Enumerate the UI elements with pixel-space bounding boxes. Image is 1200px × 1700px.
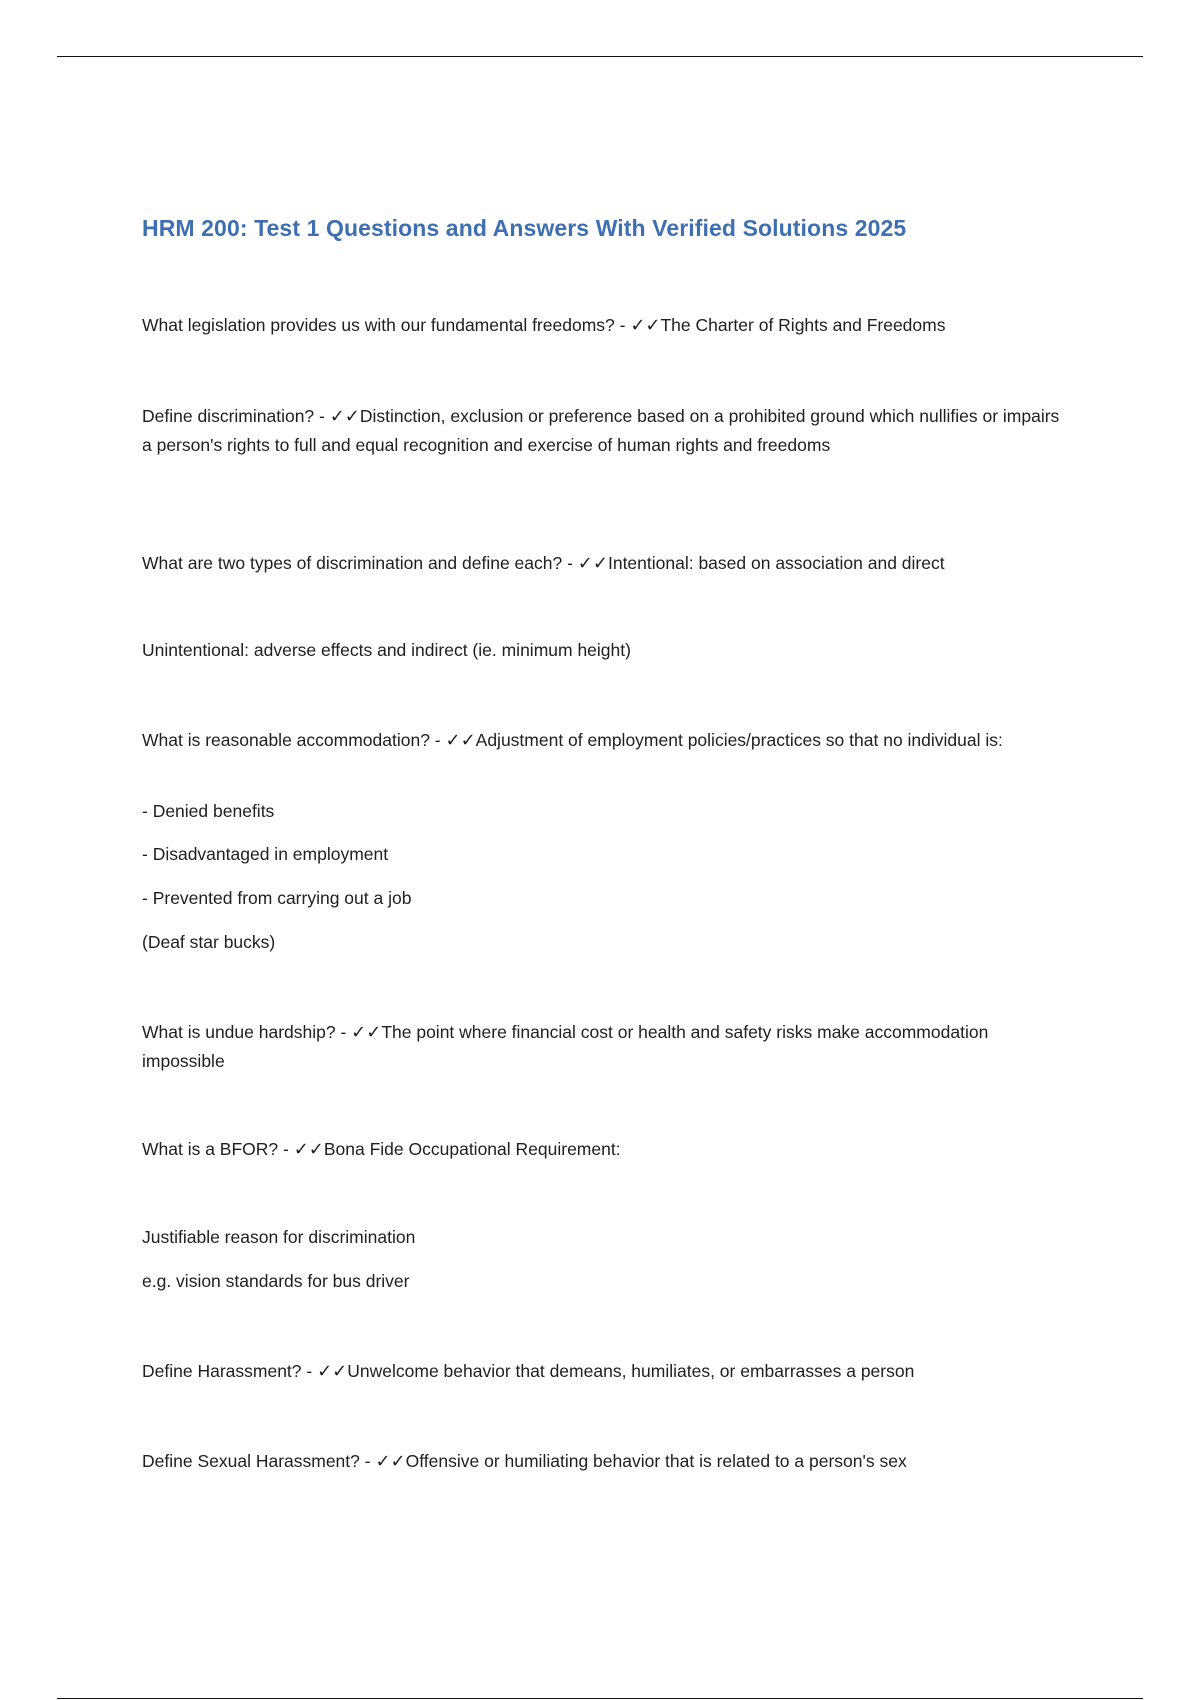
text-line: Unintentional: adverse effects and indirect (ie. minimum height) [142, 640, 631, 660]
question-text: Define Harassment? - [142, 1361, 318, 1381]
check-mark-icon: ✓✓ [630, 315, 661, 336]
answer-text: Offensive or humiliating behavior that is related to a person's sex [405, 1451, 907, 1471]
question-text: What is reasonable accommodation? - [142, 730, 446, 750]
text-line: Justifiable reason for discrimination [142, 1227, 416, 1247]
qa-item-undue-hardship [142, 1018, 1072, 1075]
footer-rule [57, 1698, 1143, 1699]
answer-text: Distinction, exclusion or preference based on a prohibited ground which nullifies or impairs a person's rights to full and equal recognition and exercise of human rights and freedoms [142, 406, 1060, 455]
answer-text: Intentional: based on association and direct [607, 553, 945, 573]
check-mark-icon: ✓✓ [293, 1139, 324, 1160]
check-mark-icon: ✓✓ [351, 1022, 382, 1043]
bullet-line: - Prevented from carrying out a job [142, 888, 412, 908]
text-line: (Deaf star bucks) [142, 932, 276, 952]
check-mark-icon: ✓✓ [317, 1361, 348, 1382]
qa-item-bfor [142, 1135, 1072, 1164]
question-text: What is a BFOR? - [142, 1139, 294, 1159]
check-mark-icon: ✓✓ [577, 553, 608, 574]
question-text: Define discrimination? - [142, 406, 330, 426]
answer-text: Bona Fide Occupational Requirement: [323, 1139, 621, 1159]
qa-item-sexual-harassment [142, 1447, 1072, 1476]
check-mark-icon: ✓✓ [329, 406, 360, 427]
qa-item-harassment [142, 1357, 1072, 1386]
answer-text: The Charter of Rights and Freedoms [660, 315, 946, 335]
qa-item-legislation [142, 311, 1072, 340]
question-text: What is undue hardship? - [142, 1022, 352, 1042]
answer-text: The point where financial cost or health and safety risks make accommodation impossible [142, 1022, 989, 1071]
text-line: e.g. vision standards for bus driver [142, 1271, 410, 1291]
question-text: What are two types of discrimination and define each? - [142, 553, 578, 573]
answer-text: Adjustment of employment policies/practices so that no individual is: [475, 730, 1003, 750]
question-text: Define Sexual Harassment? - [142, 1451, 376, 1471]
qa-item-discrimination [142, 402, 1072, 459]
answer-text: Unwelcome behavior that demeans, humiliates, or embarrasses a person [347, 1361, 915, 1381]
check-mark-icon: ✓✓ [445, 730, 476, 751]
check-mark-icon: ✓✓ [375, 1451, 406, 1472]
bullet-line: - Disadvantaged in employment [142, 844, 389, 864]
document-title: HRM 200: Test 1 Questions and Answers With Verified Solutions 2025 [142, 215, 907, 241]
bullet-line: - Denied benefits [142, 801, 275, 821]
question-text: What legislation provides us with our fundamental freedoms? - [142, 315, 631, 335]
qa-item-types [142, 549, 1072, 578]
header-rule [57, 56, 1143, 57]
qa-item-accommodation [142, 726, 1072, 755]
